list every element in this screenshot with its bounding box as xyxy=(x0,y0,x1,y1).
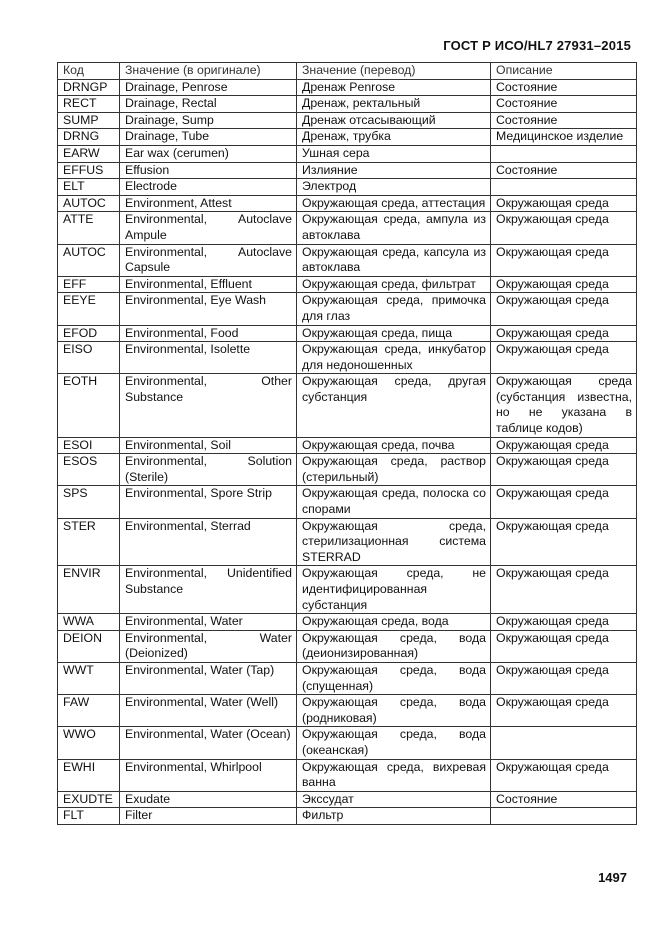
table-row xyxy=(58,293,637,325)
cell-code: EARW xyxy=(58,145,120,162)
cell-original: Environmental, Autoclave Capsule xyxy=(120,244,297,276)
cell-original: Environmental, Effluent xyxy=(120,276,297,293)
cell-original: Environmental, Spore Strip xyxy=(120,486,297,518)
column-header-translation: Значение (перевод) xyxy=(297,63,491,80)
cell-description: Окружающая среда xyxy=(491,630,637,662)
cell-original: Environmental, Unidentified Substance xyxy=(120,566,297,614)
table-row xyxy=(58,342,637,374)
table-row xyxy=(58,195,637,212)
cell-description xyxy=(491,727,637,759)
table-row xyxy=(58,454,637,486)
cell-translation: Дренаж, ректальный xyxy=(297,96,491,113)
table-row xyxy=(58,437,637,454)
cell-description: Состояние xyxy=(491,791,637,808)
table-row xyxy=(58,145,637,162)
cell-original: Environmental, Water (Deionized) xyxy=(120,630,297,662)
cell-description: Окружающая среда xyxy=(491,695,637,727)
cell-original: Exudate xyxy=(120,791,297,808)
table-row xyxy=(58,276,637,293)
table-row xyxy=(58,96,637,113)
cell-original: Environmental, Water (Ocean) xyxy=(120,727,297,759)
cell-translation: Окружающая среда, стерилизационная система STERRAD xyxy=(297,518,491,566)
column-header-original: Значение (в оригинале) xyxy=(120,63,297,80)
cell-description: Состояние xyxy=(491,79,637,96)
cell-code: WWT xyxy=(58,662,120,694)
cell-translation: Окружающая среда, капсула из автоклава xyxy=(297,244,491,276)
cell-translation: Дренаж, трубка xyxy=(297,129,491,146)
table-row xyxy=(58,79,637,96)
cell-original: Drainage, Penrose xyxy=(120,79,297,96)
codes-table xyxy=(57,62,637,825)
cell-original: Environmental, Food xyxy=(120,325,297,342)
cell-translation: Окружающая среда, фильтрат xyxy=(297,276,491,293)
cell-translation: Окружающая среда, вихревая ванна xyxy=(297,759,491,791)
cell-description: Окружающая среда xyxy=(491,342,637,374)
cell-translation: Окружающая среда, другая субстанция xyxy=(297,374,491,437)
cell-code: AUTOC xyxy=(58,195,120,212)
cell-original: Environmental, Other Substance xyxy=(120,374,297,437)
table-row xyxy=(58,791,637,808)
cell-code: DEION xyxy=(58,630,120,662)
cell-code: ELT xyxy=(58,179,120,196)
cell-description: Окружающая среда xyxy=(491,454,637,486)
cell-translation: Окружающая среда, ампула из автоклава xyxy=(297,212,491,244)
cell-code: DRNG xyxy=(58,129,120,146)
cell-translation: Окружающая среда, пища xyxy=(297,325,491,342)
cell-code: EFFUS xyxy=(58,162,120,179)
cell-code: EOTH xyxy=(58,374,120,437)
cell-description: Окружающая среда xyxy=(491,518,637,566)
cell-description: Окружающая среда xyxy=(491,566,637,614)
cell-description: Окружающая среда xyxy=(491,195,637,212)
cell-description: Окружающая среда xyxy=(491,293,637,325)
cell-translation: Окружающая среда, вода (деионизированная) xyxy=(297,630,491,662)
cell-description: Окружающая среда xyxy=(491,437,637,454)
cell-code: SPS xyxy=(58,486,120,518)
cell-description: Состояние xyxy=(491,96,637,113)
cell-original: Environmental, Water (Well) xyxy=(120,695,297,727)
table-row xyxy=(58,727,637,759)
cell-original: Environmental, Isolette xyxy=(120,342,297,374)
cell-original: Ear wax (cerumen) xyxy=(120,145,297,162)
table-row xyxy=(58,325,637,342)
cell-translation: Окружающая среда, инкубатор для недоношенных xyxy=(297,342,491,374)
cell-original: Environmental, Water xyxy=(120,614,297,631)
cell-code: EFOD xyxy=(58,325,120,342)
cell-code: EISO xyxy=(58,342,120,374)
table-row xyxy=(58,244,637,276)
cell-translation: Ушная сера xyxy=(297,145,491,162)
cell-description: Окружающая среда xyxy=(491,759,637,791)
cell-code: EXUDTE xyxy=(58,791,120,808)
cell-translation: Излияние xyxy=(297,162,491,179)
cell-description: Окружающая среда xyxy=(491,662,637,694)
cell-translation: Окружающая среда, раствор (стерильный) xyxy=(297,454,491,486)
cell-original: Filter xyxy=(120,808,297,825)
cell-translation: Окружающая среда, вода (спущенная) xyxy=(297,662,491,694)
cell-translation: Окружающая среда, полоска со спорами xyxy=(297,486,491,518)
cell-translation: Окружающая среда, аттестация xyxy=(297,195,491,212)
table-row xyxy=(58,486,637,518)
table-row xyxy=(58,566,637,614)
cell-original: Effusion xyxy=(120,162,297,179)
cell-description xyxy=(491,808,637,825)
cell-description: Окружающая среда xyxy=(491,244,637,276)
cell-description: Окружающая среда xyxy=(491,276,637,293)
cell-translation: Окружающая среда, вода (родниковая) xyxy=(297,695,491,727)
table-row xyxy=(58,614,637,631)
cell-description: Медицинское изделие xyxy=(491,129,637,146)
cell-translation: Дренаж отсасывающий xyxy=(297,112,491,129)
cell-code: EWHI xyxy=(58,759,120,791)
cell-description: Состояние xyxy=(491,112,637,129)
table-header-row xyxy=(58,63,637,80)
cell-original: Electrode xyxy=(120,179,297,196)
table-row xyxy=(58,212,637,244)
cell-description: Окружающая среда xyxy=(491,325,637,342)
table-row xyxy=(58,759,637,791)
cell-description: Окружающая среда xyxy=(491,212,637,244)
cell-code: EEYE xyxy=(58,293,120,325)
cell-code: WWO xyxy=(58,727,120,759)
table-body xyxy=(58,79,637,824)
table-row xyxy=(58,695,637,727)
table-row xyxy=(58,518,637,566)
cell-code: ESOS xyxy=(58,454,120,486)
cell-original: Environmental, Soil xyxy=(120,437,297,454)
cell-description: Окружающая среда (субстанция известна, но не указана в таблице кодов) xyxy=(491,374,637,437)
cell-translation: Окружающая среда, почва xyxy=(297,437,491,454)
cell-code: ENVIR xyxy=(58,566,120,614)
table-row xyxy=(58,112,637,129)
document-header: ГОСТ Р ИСО/HL7 27931–2015 xyxy=(443,38,631,53)
cell-original: Environmental, Eye Wash xyxy=(120,293,297,325)
table-row xyxy=(58,179,637,196)
cell-code: SUMP xyxy=(58,112,120,129)
cell-description xyxy=(491,179,637,196)
cell-description: Состояние xyxy=(491,162,637,179)
cell-original: Drainage, Tube xyxy=(120,129,297,146)
cell-translation: Экссудат xyxy=(297,791,491,808)
table-row xyxy=(58,162,637,179)
cell-description: Окружающая среда xyxy=(491,486,637,518)
table-row xyxy=(58,129,637,146)
cell-code: EFF xyxy=(58,276,120,293)
table-row xyxy=(58,808,637,825)
cell-original: Environmental, Whirlpool xyxy=(120,759,297,791)
cell-original: Environmental, Sterrad xyxy=(120,518,297,566)
cell-description: Окружающая среда xyxy=(491,614,637,631)
cell-code: DRNGP xyxy=(58,79,120,96)
cell-original: Environmental, Autoclave Ampule xyxy=(120,212,297,244)
cell-code: STER xyxy=(58,518,120,566)
cell-translation: Окружающая среда, вода (океанская) xyxy=(297,727,491,759)
table-row xyxy=(58,662,637,694)
column-header-description: Описание xyxy=(491,63,637,80)
cell-original: Drainage, Sump xyxy=(120,112,297,129)
cell-code: ESOI xyxy=(58,437,120,454)
cell-code: FAW xyxy=(58,695,120,727)
cell-translation: Окружающая среда, вода xyxy=(297,614,491,631)
column-header-code: Код xyxy=(58,63,120,80)
cell-translation: Фильтр xyxy=(297,808,491,825)
cell-translation: Окружающая среда, примочка для глаз xyxy=(297,293,491,325)
cell-original: Environmental, Water (Tap) xyxy=(120,662,297,694)
cell-original: Environment, Attest xyxy=(120,195,297,212)
cell-original: Environmental, Solution (Sterile) xyxy=(120,454,297,486)
cell-code: ATTE xyxy=(58,212,120,244)
cell-code: FLT xyxy=(58,808,120,825)
cell-translation: Дренаж Penrose xyxy=(297,79,491,96)
cell-original: Drainage, Rectal xyxy=(120,96,297,113)
page-number: 1497 xyxy=(598,870,627,885)
table-row xyxy=(58,630,637,662)
cell-code: RECT xyxy=(58,96,120,113)
cell-code: WWA xyxy=(58,614,120,631)
cell-translation: Окружающая среда, не идентифицированная субстанция xyxy=(297,566,491,614)
cell-code: AUTOC xyxy=(58,244,120,276)
cell-translation: Электрод xyxy=(297,179,491,196)
table-row xyxy=(58,374,637,437)
cell-description xyxy=(491,145,637,162)
